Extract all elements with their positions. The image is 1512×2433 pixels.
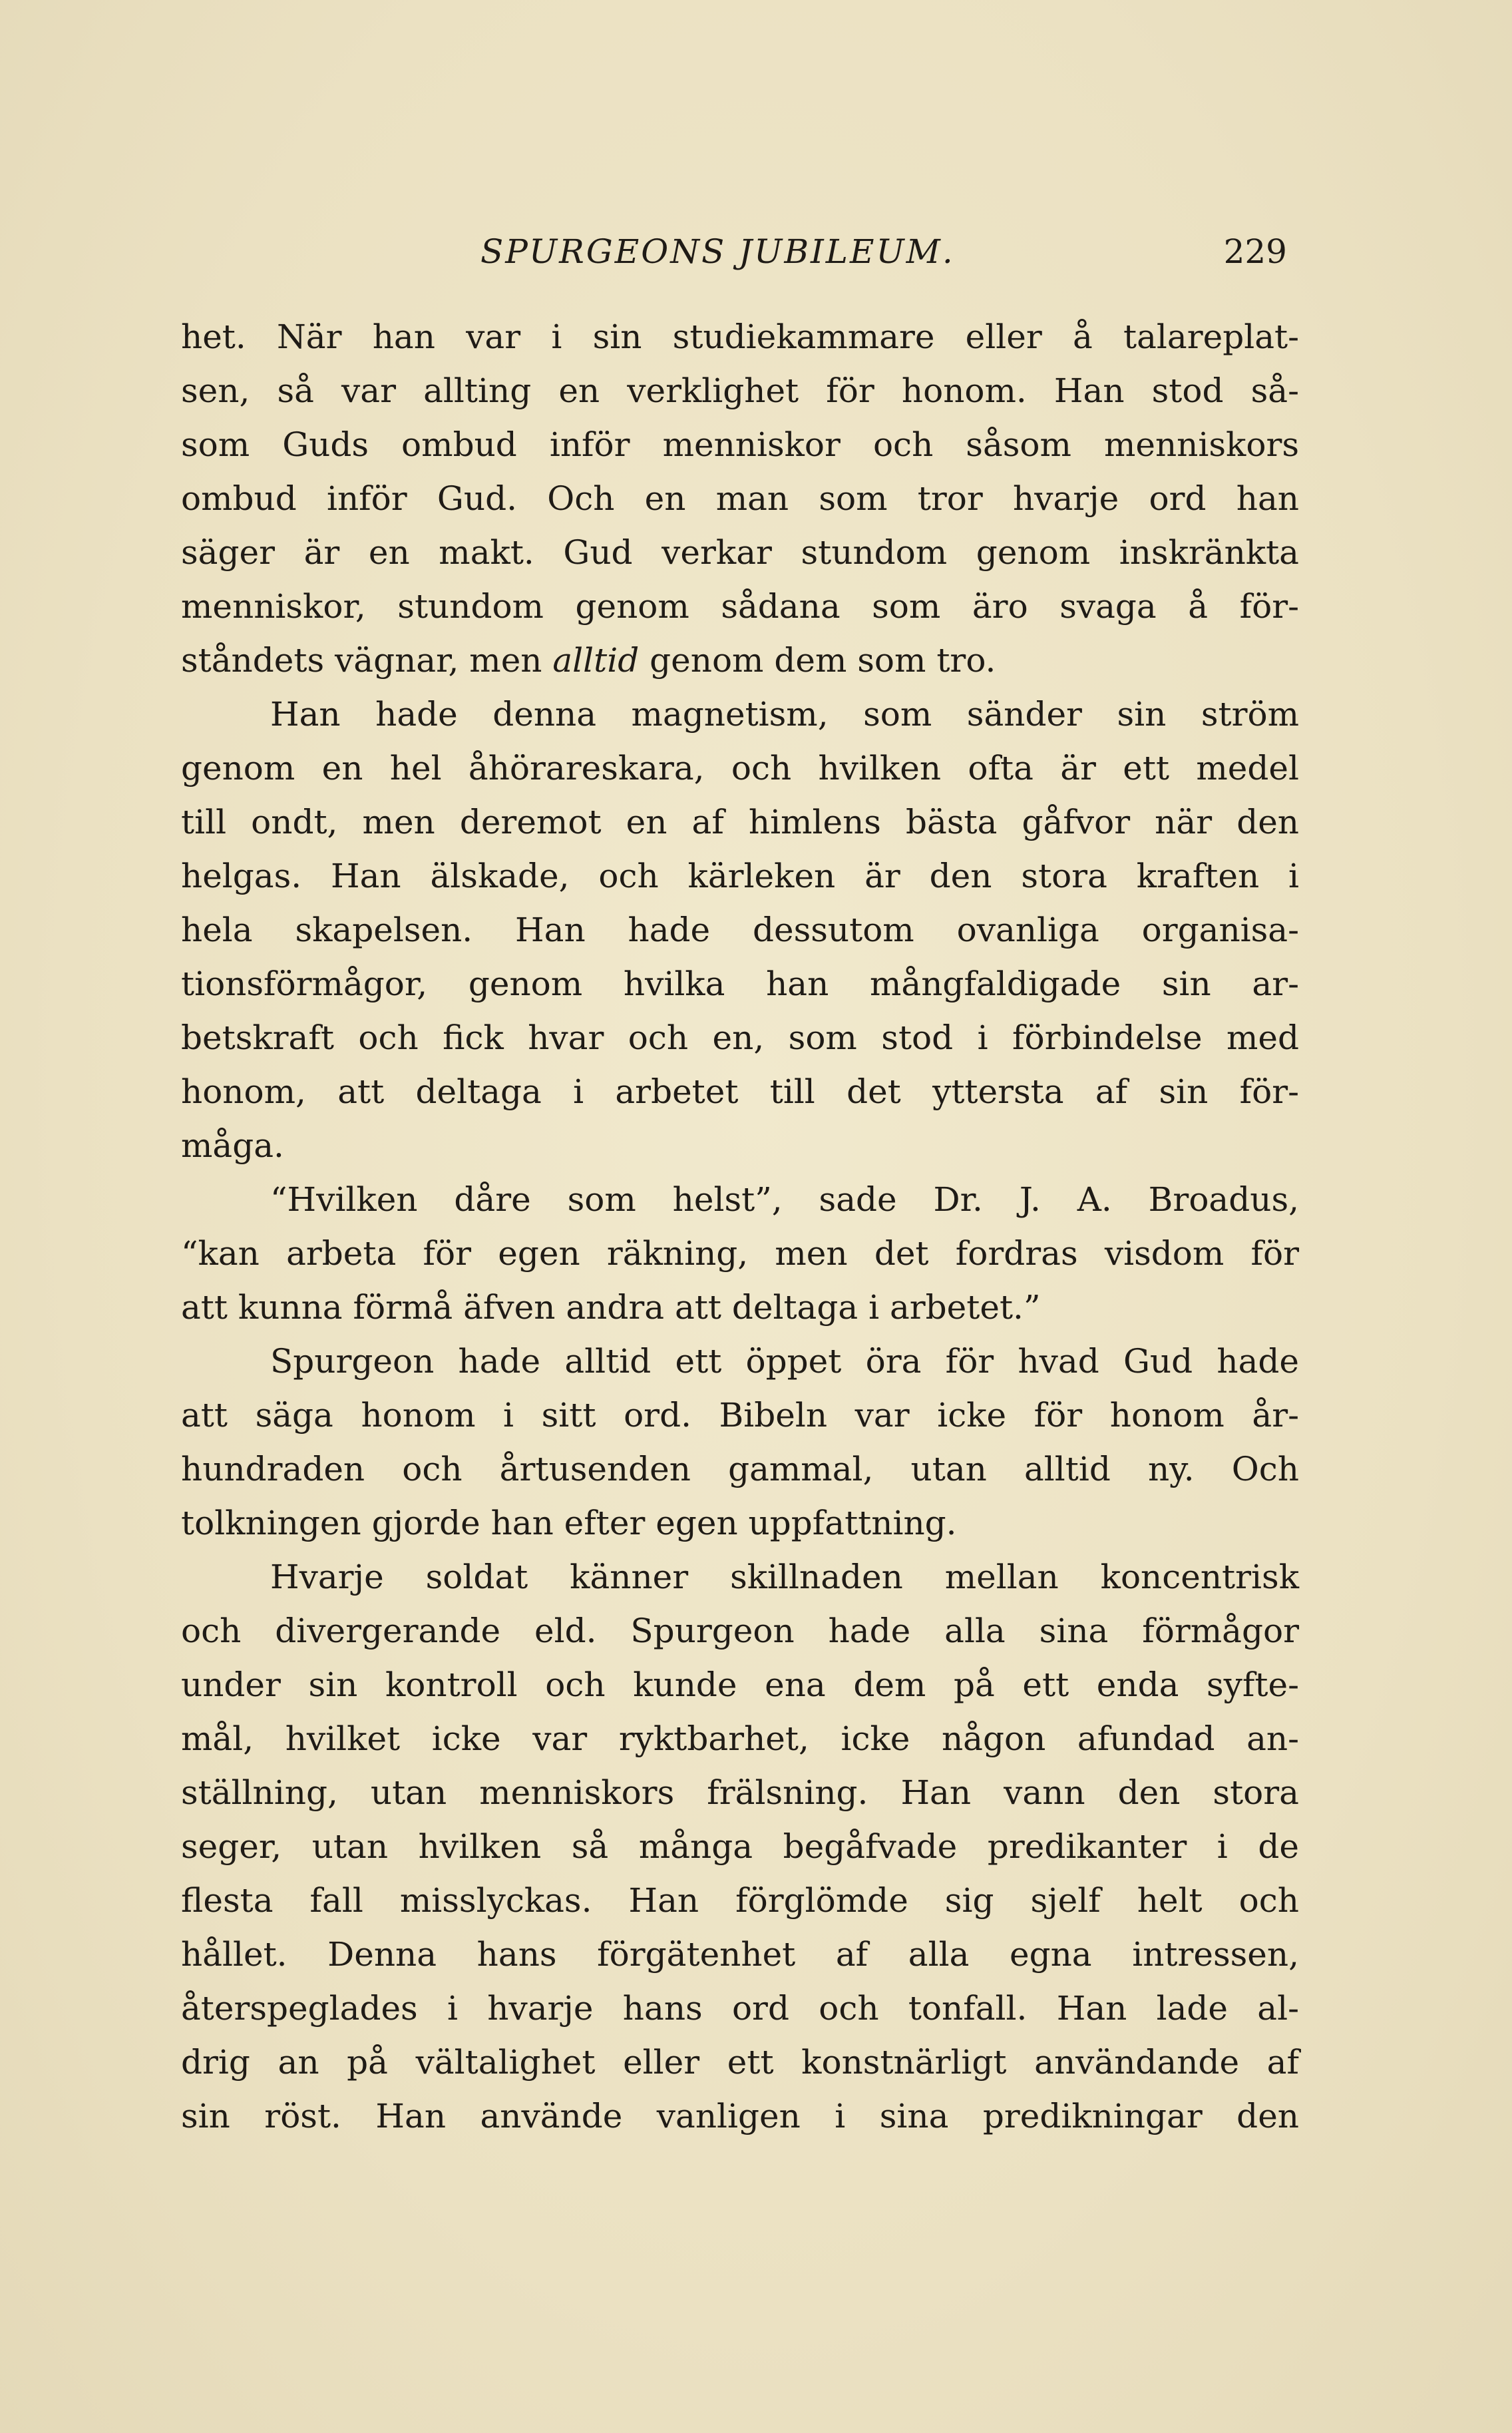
text-line: hela skapelsen. Han hade dessutom ovanliga organisa- <box>181 911 1299 949</box>
text-line: seger, utan hvilken så många begåfvade predikanter i de <box>181 1827 1299 1866</box>
text-line: återspeglades i hvarje hans ord och tonfall. Han lade al- <box>181 1989 1299 2028</box>
text-line: måga. <box>181 1126 284 1165</box>
paragraph-first-line: Spurgeon hade alltid ett öppet öra för hvad Gud hade <box>270 1342 1299 1381</box>
text-line: sen, så var allting en verklighet för honom. Han stod så- <box>181 371 1299 410</box>
text-line: under sin kontroll och kunde ena dem på ett enda syfte- <box>181 1665 1299 1704</box>
text-line: att säga honom i sitt ord. Bibeln var icke för honom år- <box>181 1396 1299 1435</box>
text-line: hållet. Denna hans förgätenhet af alla egna intressen, <box>181 1935 1299 1974</box>
text-line: ombud inför Gud. Och en man som tror hvarje ord han <box>181 479 1299 518</box>
text-line: att kunna förmå äfven andra att deltaga i arbetet.” <box>181 1288 1041 1327</box>
text-line <box>181 634 1299 688</box>
text-line: tolkningen gjorde han efter egen uppfattning. <box>181 1504 957 1542</box>
text-line: flesta fall misslyckas. Han förglömde sig sjelf helt och <box>181 1881 1299 1920</box>
paragraph-first-line: Hvarje soldat känner skillnaden mellan koncentrisk <box>270 1558 1299 1596</box>
text-line: som Guds ombud inför menniskor och såsom menniskors <box>181 425 1299 464</box>
text-line: helgas. Han älskade, och kärleken är den stora kraften i <box>181 857 1299 895</box>
text-line: het. När han var i sin studiekammare eller å talareplat- <box>181 318 1299 356</box>
text-line: sin röst. Han använde vanligen i sina predikningar den <box>181 2097 1299 2135</box>
text-line: till ondt, men deremot en af himlens bästa gåfvor när den <box>181 803 1299 841</box>
running-title: SPURGEONS JUBILEUM. <box>480 232 955 271</box>
text-line: genom en hel åhörareskara, och hvilken ofta är ett medel <box>181 749 1299 787</box>
text-line: menniskor, stundom genom sådana som äro svaga å för- <box>181 587 1299 626</box>
running-head <box>181 225 1291 278</box>
page-number: 229 <box>1223 232 1287 271</box>
text-line: betskraft och fick hvar och en, som stod i förbindelse med <box>181 1018 1299 1057</box>
text-line: ställning, utan menniskors frälsning. Han vann den stora <box>181 1773 1299 1812</box>
text-line: hundraden och årtusenden gammal, utan alltid ny. Och <box>181 1450 1299 1488</box>
body-text <box>181 310 1299 2143</box>
text-line: säger är en makt. Gud verkar stundom genom inskränkta <box>181 533 1299 572</box>
text-line: drig an på vältalighet eller ett konstnärligt användande af <box>181 2043 1299 2082</box>
paragraph-first-line: Han hade denna magnetism, som sänder sin ström <box>270 695 1299 734</box>
emphasized-word: alltid <box>552 641 640 680</box>
paragraph-first-line: “Hvilken dåre som helst”, sade Dr. J. A. Broadus, <box>270 1180 1299 1219</box>
text-run: ståndets vägnar, men <box>181 641 553 680</box>
text-line: “kan arbeta för egen räkning, men det fordras visdom för <box>181 1234 1299 1273</box>
text-line: mål, hvilket icke var ryktbarhet, icke någon afundad an- <box>181 1719 1299 1758</box>
text-line: och divergerande eld. Spurgeon hade alla sina förmågor <box>181 1612 1299 1650</box>
text-line: tionsförmågor, genom hvilka han mångfaldigade sin ar- <box>181 965 1299 1003</box>
text-line: honom, att deltaga i arbetet till det yttersta af sin för- <box>181 1072 1299 1111</box>
text-run: genom dem som tro. <box>639 641 996 680</box>
